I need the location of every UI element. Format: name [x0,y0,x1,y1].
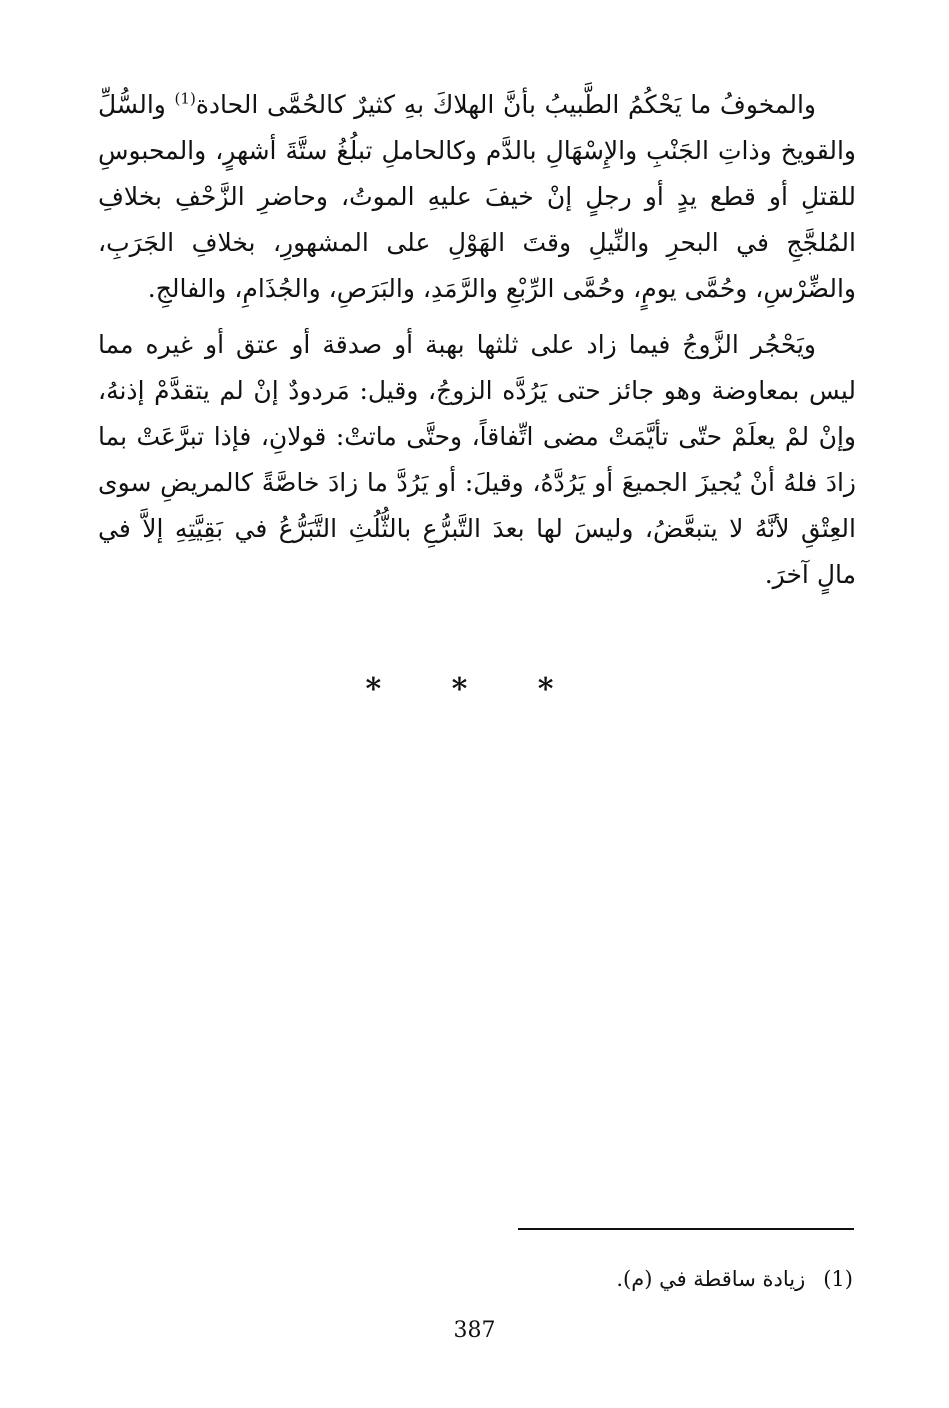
main-text [98,82,856,608]
footnote-number: (1) [823,1267,853,1291]
paragraph-1-before: والمخوفُ ما يَحْكُمُ الطَّبيبُ بأنَّ الهلاكَ بهِ كثيرٌ كالحُمَّى الحادة [195,90,816,119]
footnote [616,1264,853,1294]
paragraph-1-after: والسُّلِّ والقويخ وذاتِ الجَنْبِ والإِسْهَالِ بالدَّم وكالحاملِ تبلُغُ ستَّةَ أشهرٍ، والمحبوسِ للقتلِ أو قطع يدٍ أو رجلٍ إنْ خيفَ عليهِ الموتُ، وحاضرِ الزَّحْفِ بخلافِ المُلجَّجِ في البحرِ والنِّيلِ وقتَ الهَوْلِ على المشهورِ، بخلافِ الجَرَبِ، والضِّرْسِ، وحُمَّى يومٍ، وحُمَّى الرِّبْعِ والرَّمَدِ، والبَرَصِ، والجُذَامِ، والفالجِ. [98,90,856,303]
footnote-rule [518,1228,854,1230]
paragraph-2: ويَحْجُر الزَّوجُ فيما زاد على ثلثها بهبة أو صدقة أو عتق أو غيره مما ليس بمعاوضة وهو جائز حتى يَرُدَّه الزوجُ، وقيل: مَردودٌ إنْ لم يتقدَّمْ إذنهُ، وإنْ لمْ يعلَمْ حتّى تأيَّمَتْ مضى اتِّفاقاً، وحتَّى ماتتْ: قولانِ، فإذا تبرَّعَتْ بما زادَ فلهُ أنْ يُجيزَ الجميعَ أو يَرُدَّهُ، وقيلَ: أو يَرُدَّ ما زادَ خاصَّةً كالمريضِ سوى العِتْقِ لأنَّهُ لا يتبعَّضُ، وليسَ لها بعدَ التَّبرُّعِ بالثُّلُثِ التَّبَرُّعُ في بَقِيَّتِهِ إلاَّ في مالٍ آخرَ. [98,330,856,589]
footnote-text: زيادة ساقطة في (م). [616,1267,806,1291]
paragraph-1 [98,82,856,312]
page-number: 387 [453,1318,496,1343]
section-separator: * * * [365,672,584,707]
footnote-reference: (1) [174,89,196,108]
